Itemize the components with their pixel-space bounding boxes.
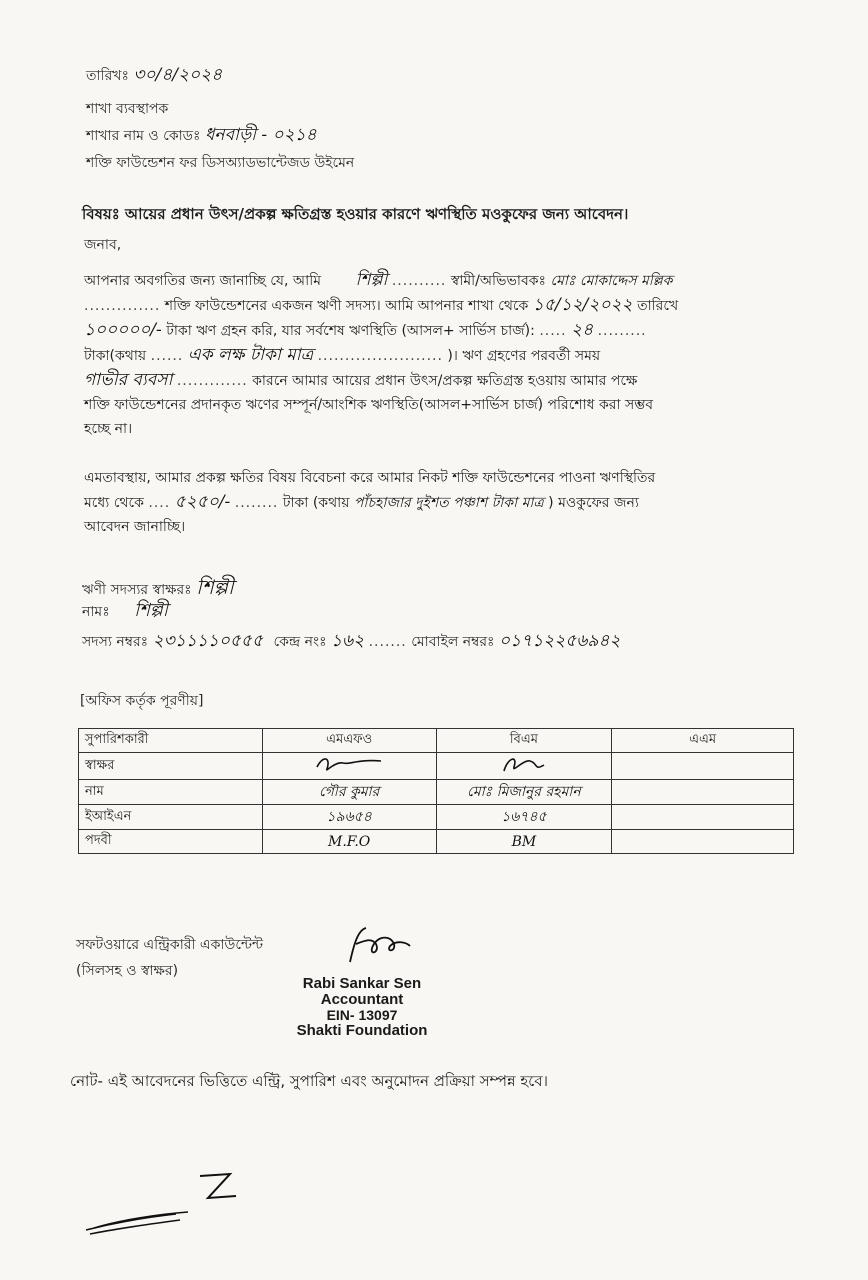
table-cell: পদবী bbox=[79, 830, 263, 854]
p1-text-a: আপনার অবগতির জন্য জানাচ্ছি যে, আমি bbox=[84, 273, 322, 289]
table-cell: সুপারিশকারী bbox=[79, 729, 263, 753]
member-name-field: শিল্পী bbox=[355, 270, 388, 290]
stamp-title: Accountant bbox=[320, 991, 404, 1008]
p1-text-g: )। ঋণ গ্রহণের পরবর্তী সময় bbox=[447, 348, 601, 364]
branch-line bbox=[86, 126, 317, 145]
accountant-signature bbox=[336, 922, 416, 968]
table-cell: স্বাক্ষর bbox=[79, 753, 263, 780]
table-cell bbox=[612, 780, 794, 805]
table-cell: এএম bbox=[612, 729, 794, 753]
p1-text-f: টাকা(কথায় bbox=[84, 348, 147, 364]
office-table bbox=[78, 728, 794, 854]
member-number-line: সদস্য নম্বরঃ ২৩১১১১০৫৫৫ কেন্দ্র নংঃ ১৬২ ....... মোবাইল নম্বরঃ ০১৭১২২৫৬৯৪২ bbox=[82, 631, 621, 651]
table-cell bbox=[612, 830, 794, 854]
table-row bbox=[79, 753, 794, 780]
stamp-org: Shakti Foundation bbox=[296, 1022, 428, 1039]
center-label: কেন্দ্র নংঃ bbox=[273, 634, 327, 650]
table-cell: ১৯৬৫৪ bbox=[262, 805, 436, 830]
reason-field: গাভীর ব্যবসা bbox=[84, 370, 173, 390]
date-label: তারিখঃ bbox=[86, 68, 129, 84]
accountant-stamp bbox=[272, 976, 452, 1039]
balance-words-field: এক লক্ষ টাকা মাত্র bbox=[187, 345, 314, 365]
table-cell: BM bbox=[436, 830, 612, 854]
member-name-label: নামঃ bbox=[82, 604, 110, 620]
table-cell bbox=[612, 753, 794, 780]
accountant-sub-label: (সিলসহ ও স্বাক্ষর) bbox=[76, 963, 179, 979]
member-name-value: শিল্পী bbox=[134, 600, 168, 621]
org-line: শক্তি ফাউন্ডেশন ফর ডিসঅ্যাডভান্টেজড উইমেন bbox=[86, 155, 355, 171]
member-signature: শিল্পী bbox=[196, 575, 234, 599]
member-signature-label: ঋণী সদস্যর স্বাক্ষরঃ bbox=[82, 582, 192, 598]
table-cell: M.F.O bbox=[262, 830, 436, 854]
mfo-signature bbox=[309, 753, 389, 775]
bm-signature bbox=[484, 753, 564, 775]
table-cell: বিএম bbox=[436, 729, 612, 753]
center-value: ১৬২ bbox=[331, 631, 365, 651]
mobile-label: মোবাইল নম্বরঃ bbox=[411, 634, 495, 650]
accountant-label: সফটওয়ারে এন্ট্রিকারী একাউন্টেন্ট bbox=[76, 937, 263, 953]
table-cell: এমএফও bbox=[262, 729, 436, 753]
bottom-scribble bbox=[80, 1170, 250, 1250]
table-cell bbox=[612, 805, 794, 830]
table-cell: গৌর কুমার bbox=[262, 780, 436, 805]
table-row bbox=[79, 729, 794, 753]
p1-text-h: কারনে আমার আয়ের প্রধান উৎস/প্রকল্প ক্ষতিগ্রস্ত হওয়ায় আমার পক্ষে bbox=[252, 373, 638, 389]
subject-line: বিষয়ঃ আয়ের প্রধান উৎস/প্রকল্প ক্ষতিগ্রস্ত হওয়ার কারণে ঋণস্থিতি মওকুফের জন্য আবেদন। bbox=[82, 205, 629, 223]
p2-text-c: টাকা (কথায় bbox=[282, 495, 350, 511]
branch-value: ধনবাড়ী - ০২১৪ bbox=[204, 125, 317, 145]
table-row bbox=[79, 780, 794, 805]
balance-field: ২৪ bbox=[571, 320, 594, 340]
loan-amount-field: ১০০০০০/- bbox=[84, 320, 162, 340]
loan-date-field: ১৫/১২/২০২২ bbox=[532, 295, 633, 315]
mfo-signature-cell bbox=[262, 753, 436, 780]
paragraph-2: এমতাবস্থায়, আমার প্রকল্প ক্ষতির বিষয় বিবেচনা করে আমার নিকট শক্তি ফাউন্ডেশনের পাওনা ঋণস্থিতির মধ্যে থেকে .... ৫২৫০/- ........ টাকা (কথায় পাঁচহাজার দুইশত পঞ্চাশ টাকা মাত্র ) মওকুফের জন্য আবেদন জানাচ্ছি। bbox=[84, 470, 656, 535]
member-number-value: ২৩১১১১০৫৫৫ bbox=[152, 631, 263, 651]
date-line bbox=[86, 66, 222, 85]
member-signature-line bbox=[82, 575, 234, 599]
date-value: ৩০/৪/২০২৪ bbox=[133, 65, 223, 85]
stamp-ein: EIN- 13097 bbox=[326, 1007, 398, 1023]
p1-text-i: শক্তি ফাউন্ডেশনের প্রদানকৃত ঋণের সম্পূর্ন/আংশিক ঋণস্থিতি(আসল+সার্ভিস চার্জ) পরিশোধ করা সম্ভব bbox=[84, 397, 654, 413]
guardian-name-field: মোঃ মোকাদ্দেস মল্লিক bbox=[550, 273, 673, 289]
p1-text-c: শক্তি ফাউন্ডেশনের একজন ঋণী সদস্য। আমি আপনার শাখা থেকে bbox=[164, 298, 529, 314]
bm-signature-cell bbox=[436, 753, 612, 780]
paragraph-1: আপনার অবগতির জন্য জানাচ্ছি যে, আমি শিল্পী .......... স্বামী/অভিভাবকঃ মোঃ মোকাদ্দেস মল্লিক .............. শক্তি ফাউন্ডেশনের একজন ঋণী সদস্য। আমি আপনার শাখা থেকে ১৫/১২/২০২২ তারিখে ১০০০০০/- টাকা ঋণ গ্রহন করি, যার সর্বশেষ ঋণস্থিতি (আসল+ সার্ভিস চার্জ): ..... ২৪ ......... টাকা(কথায় ...... এক লক্ষ টাকা মাত্র ....................... )। ঋণ গ্রহণের পরবর্তী সময় গাভীর ব্যবসা ............. কারনে আমার আয়ের প্রধান উৎস/প্রকল্প ক্ষতিগ্রস্ত হওয়ায় আমার পক্ষে শক্তি ফাউন্ডেশনের প্রদানকৃত ঋণের সম্পূর্ন/আংশিক ঋণস্থিতি(আসল+সার্ভিস চার্জ) পরিশোধ করা সম্ভব হচ্ছে না। bbox=[84, 270, 679, 437]
note-line: নোট- এই আবেদনের ভিত্তিতে এন্ট্রি, সুপারিশ এবং অনুমোদন প্রক্রিয়া সম্পন্ন হবে। bbox=[70, 1072, 548, 1090]
stamp-name: Rabi Sankar Sen bbox=[302, 975, 422, 992]
recipient: শাখা ব্যবস্থাপক bbox=[86, 101, 169, 117]
p1-text-j: হচ্ছে না। bbox=[84, 421, 133, 437]
table-cell: ইআইএন bbox=[79, 805, 263, 830]
p1-text-b: স্বামী/অভিভাবকঃ bbox=[450, 273, 547, 289]
member-name-line bbox=[82, 602, 168, 621]
p2-text-d: ) মওকুফের জন্য bbox=[548, 495, 639, 511]
mobile-value: ০১৭১২২৫৬৯৪২ bbox=[498, 631, 621, 651]
waiver-words-field: পাঁচহাজার দুইশত পঞ্চাশ টাকা মাত্র bbox=[353, 495, 544, 511]
waiver-amount-field: ৫২৫০/- bbox=[174, 492, 231, 512]
p2-text-b: মধ্যে থেকে bbox=[84, 495, 144, 511]
table-cell: মোঃ মিজানুর রহমান bbox=[436, 780, 612, 805]
p1-text-e: টাকা ঋণ গ্রহন করি, যার সর্বশেষ ঋণস্থিতি (আসল+ সার্ভিস চার্জ): bbox=[166, 323, 535, 339]
table-row bbox=[79, 805, 794, 830]
table-cell: নাম bbox=[79, 780, 263, 805]
salutation: জনাব, bbox=[84, 237, 122, 253]
member-number-label: সদস্য নম্বরঃ bbox=[82, 634, 149, 650]
office-section-title: [অফিস কর্তৃক পূরণীয়] bbox=[80, 693, 204, 709]
p2-text-a: এমতাবস্থায়, আমার প্রকল্প ক্ষতির বিষয় বিবেচনা করে আমার নিকট শক্তি ফাউন্ডেশনের পাওনা ঋণস্থিতির bbox=[84, 470, 656, 486]
p1-text-d: তারিখে bbox=[637, 298, 679, 314]
table-cell: ১৬৭৪৫ bbox=[436, 805, 612, 830]
table-row bbox=[79, 830, 794, 854]
branch-label: শাখার নাম ও কোডঃ bbox=[86, 128, 201, 144]
p2-text-e: আবেদন জানাচ্ছি। bbox=[84, 519, 186, 535]
